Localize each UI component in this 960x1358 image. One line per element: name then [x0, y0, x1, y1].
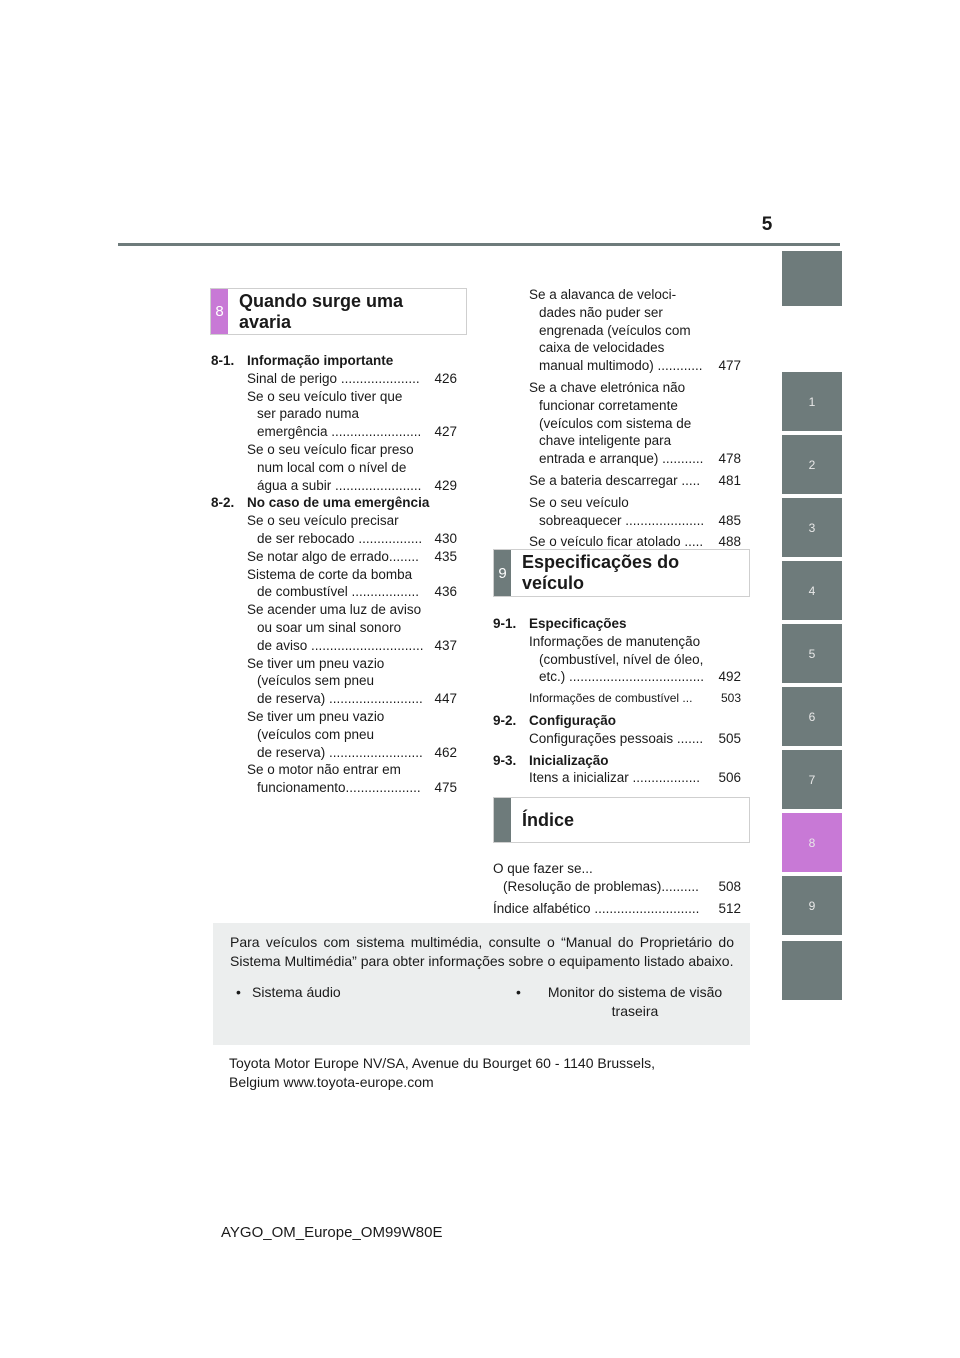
toc-entry[interactable]: Se o seu veículo ficar preso num local com o nível de água a subir ....................... 429 [247, 441, 457, 493]
toc-left-column [211, 352, 457, 797]
section-title: Especificações do veículo [522, 552, 680, 593]
tab-chapter-4[interactable]: 4 [782, 561, 842, 620]
document-code: AYGO_OM_Europe_OM99W80E [221, 1224, 443, 1241]
section-number: 9 [494, 550, 511, 596]
header-rule [118, 243, 840, 246]
section-number [494, 798, 511, 842]
toc-entry[interactable]: Sistema de corte da bomba de combustível .................. 436 [247, 566, 457, 600]
tab-chapter-5[interactable]: 5 [782, 624, 842, 683]
toc-entry[interactable]: Se o seu veículo tiver que ser parado numa emergência ........................ 427 [247, 388, 457, 440]
publisher-address: Toyota Motor Europe NV/SA, Avenue du Bourget 60 - 1140 Brussels, Belgium www.toyota-europe.com [229, 1055, 655, 1090]
multimedia-note-box [213, 923, 750, 1045]
tab-chapter-8[interactable]: 8 [782, 813, 842, 872]
toc-entry[interactable]: O que fazer se... (Resolução de problemas).......... 508 [493, 861, 741, 894]
toc-entry[interactable]: Se a alavanca de veloci- dades não puder ser engrenada (veículos com caixa de velocidades manual multimodo) ............ 477 [529, 287, 741, 374]
toc-entry[interactable]: Se tiver um pneu vazio (veículos sem pneu de reserva) ......................... 447 [247, 655, 457, 707]
section-number: 8 [211, 289, 228, 334]
toc-entry[interactable]: Se notar algo de errado........ 435 [247, 548, 457, 564]
toc-subsection-9-2[interactable]: 9-2. Configuração [493, 712, 617, 728]
tab-chapter-2[interactable]: 2 [782, 435, 842, 494]
toc-entry[interactable]: Configurações pessoais ....... 505 [529, 730, 741, 746]
toc-right-continuation [529, 286, 741, 551]
toc-right-specs [493, 615, 741, 787]
tab-blank-bottom[interactable] [782, 941, 842, 1000]
tab-chapter-7[interactable]: 7 [782, 750, 842, 809]
tab-chapter-9[interactable]: 9 [782, 876, 842, 935]
toc-entry[interactable]: Se o seu veículo sobreaquecer ..................... 485 [529, 494, 741, 528]
toc-entry[interactable]: Se tiver um pneu vazio (veículos com pneu de reserva) ......................... 462 [247, 708, 457, 760]
toc-subsection-8-1[interactable]: 8-1. Informação importante [211, 353, 394, 368]
toc-subsection-8-2[interactable]: 8-2. No caso de uma emergência [211, 495, 430, 511]
page-number: 5 [761, 214, 773, 235]
toc-entry[interactable]: Informações de combustível ... 503 [529, 691, 741, 706]
note-bullet-item: • Sistema áudio [236, 984, 341, 1000]
toc-entry[interactable]: Itens a inicializar .................. 506 [529, 770, 741, 786]
toc-entry[interactable]: Se a bateria descarregar ..... 481 [529, 472, 741, 488]
toc-entry[interactable]: Sinal de perigo ..................... 426 [247, 370, 457, 386]
section-title: Índice [522, 809, 575, 830]
section-title: Quando surge uma avaria [239, 290, 404, 332]
toc-entry[interactable]: Informações de manutenção (combustível, nível de óleo, etc.) .................................... 492 [529, 633, 741, 685]
toc-entry[interactable]: Se o veículo ficar atolado ..... 488 [529, 534, 741, 550]
tab-chapter-1[interactable]: 1 [782, 372, 842, 431]
toc-entry[interactable]: Se acender uma luz de aviso ou soar um sinal sonoro de aviso .............................. 437 [247, 602, 457, 653]
note-bullet-item: • Monitor do sistema de visão traseira [516, 984, 723, 1019]
section-header-9[interactable] [493, 549, 750, 597]
toc-entry[interactable]: Índice alfabético ............................ 512 [493, 900, 741, 916]
note-text: Para veículos com sistema multimédia, consulte o “Manual do Proprietário do Sistema Multimédia” para obter informações sobre o equipamento listado abaixo. [230, 934, 734, 969]
toc-entry[interactable]: Se o motor não entrar em funcionamento.................... 475 [247, 762, 457, 796]
section-header-8[interactable] [210, 288, 467, 335]
toc-entry[interactable]: Se a chave eletrónica não funcionar corretamente (veículos com sistema de chave inteligente para entrada e arranque) ........... 478 [529, 379, 741, 467]
toc-entry[interactable]: Se o seu veículo precisar de ser rebocado ................. 430 [247, 513, 457, 546]
tab-chapter-6[interactable]: 6 [782, 687, 842, 746]
section-header-index[interactable] [493, 797, 750, 843]
toc-index-entries [493, 860, 741, 917]
toc-subsection-9-3[interactable]: 9-3. Inicialização [493, 752, 609, 768]
toc-subsection-9-1[interactable]: 9-1. Especificações [493, 616, 627, 631]
tab-blank-top[interactable] [782, 251, 842, 306]
tab-chapter-3[interactable]: 3 [782, 498, 842, 557]
